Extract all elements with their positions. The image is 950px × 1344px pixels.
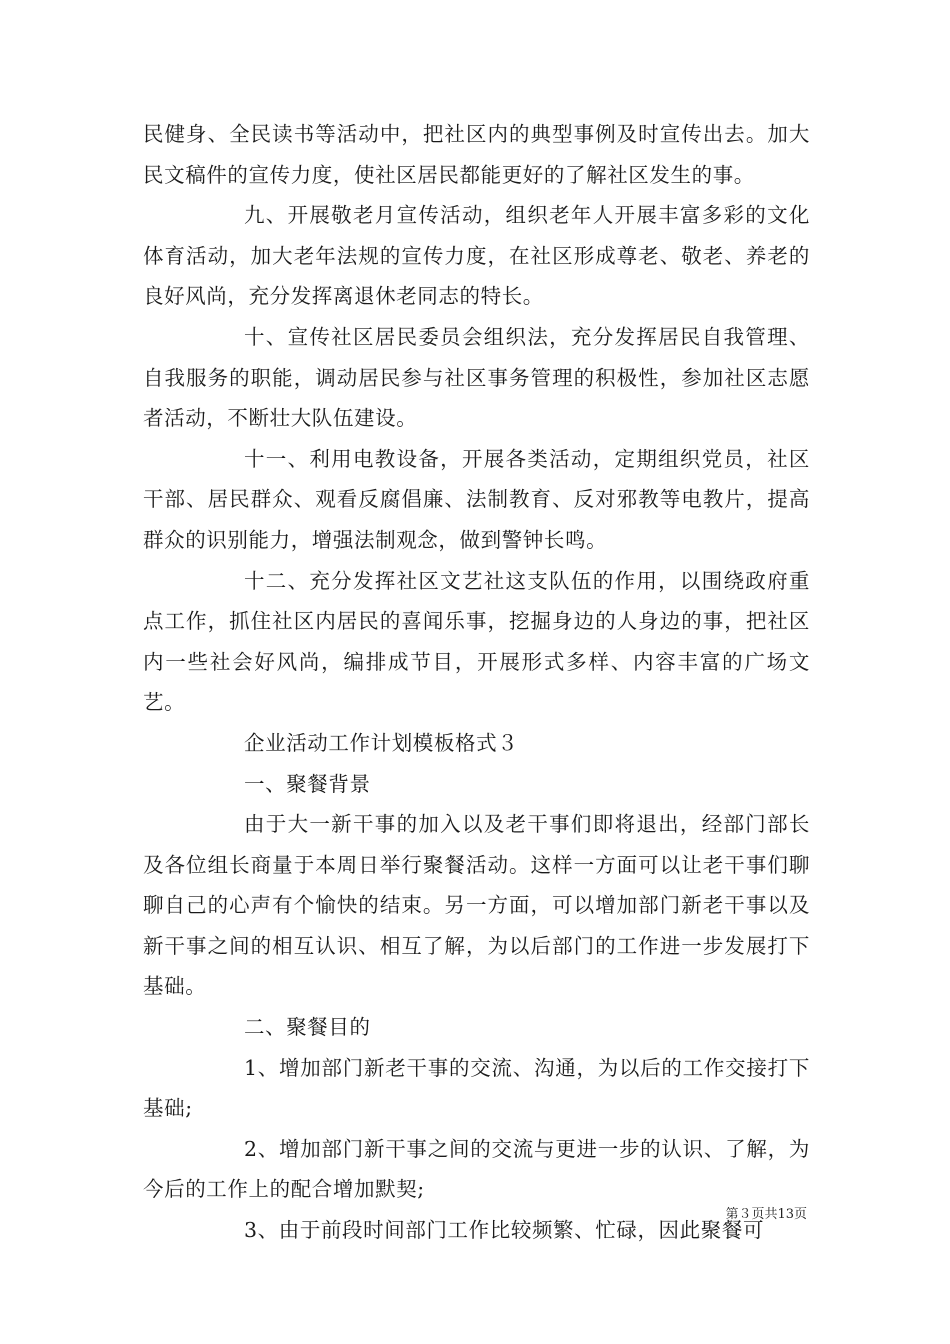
document-body xyxy=(143,114,810,1251)
page-number: 第３页共13页 xyxy=(725,1207,807,1222)
paragraph-4: 十一、利用电教设备，开展各类活动，定期组织党员，社区干部、居民群众、观看反腐倡廉、法制教育、反对邪教等电教片，提高群众的识别能力，增强法制观念，做到警钟长鸣。 xyxy=(143,446,810,552)
paragraph-3: 十、宣传社区居民委员会组织法，充分发挥居民自我管理、自我服务的职能，调动居民参与社区事务管理的积极性，参加社区志愿者活动，不断壮大队伍建设。 xyxy=(143,324,810,431)
purpose-item-3: 3、由于前段时间部门工作比较频繁、忙碌，因此聚餐可 xyxy=(244,1218,765,1243)
paragraph-background: 由于大一新干事的加入以及老干事们即将退出，经部门部长及各位组长商量于本周日举行聚餐活动。这样一方面可以让老干事们聊聊自己的心声有个愉快的结束。另一方面，可以增加部门新老干事以及新干事之间的相互认识、相互了解，为以后部门的工作进一步发展打下基础。 xyxy=(143,812,810,999)
purpose-item-2: 2、增加部门新干事之间的交流与更进一步的认识、了解，为今后的工作上的配合增加默契; xyxy=(143,1136,810,1202)
paragraph-2: 九、开展敬老月宣传活动，组织老年人开展丰富多彩的文化体育活动，加大老年法规的宣传力度，在社区形成尊老、敬老、养老的良好风尚，充分发挥离退休老同志的特长。 xyxy=(143,203,810,309)
paragraph-1: 民健身、全民读书等活动中，把社区内的典型事例及时宣传出去。加大民文稿件的宣传力度，使社区居民都能更好的了解社区发生的事。 xyxy=(143,122,810,187)
heading-background: 一、聚餐背景 xyxy=(244,771,371,796)
purpose-item-1: 1、增加部门新老干事的交流、沟通，为以后的工作交接打下基础; xyxy=(143,1055,810,1121)
paragraph-5: 十二、充分发挥社区文艺社这支队伍的作用，以围绕政府重点工作，抓住社区内居民的喜闻乐事，挖掘身边的人身边的事，把社区内一些社会好风尚，编排成节目，开展形式多样、内容丰富的广场文艺。 xyxy=(143,568,810,715)
section-title: 企业活动工作计划模板格式３ xyxy=(244,730,519,755)
heading-purpose: 二、聚餐目的 xyxy=(244,1015,371,1040)
